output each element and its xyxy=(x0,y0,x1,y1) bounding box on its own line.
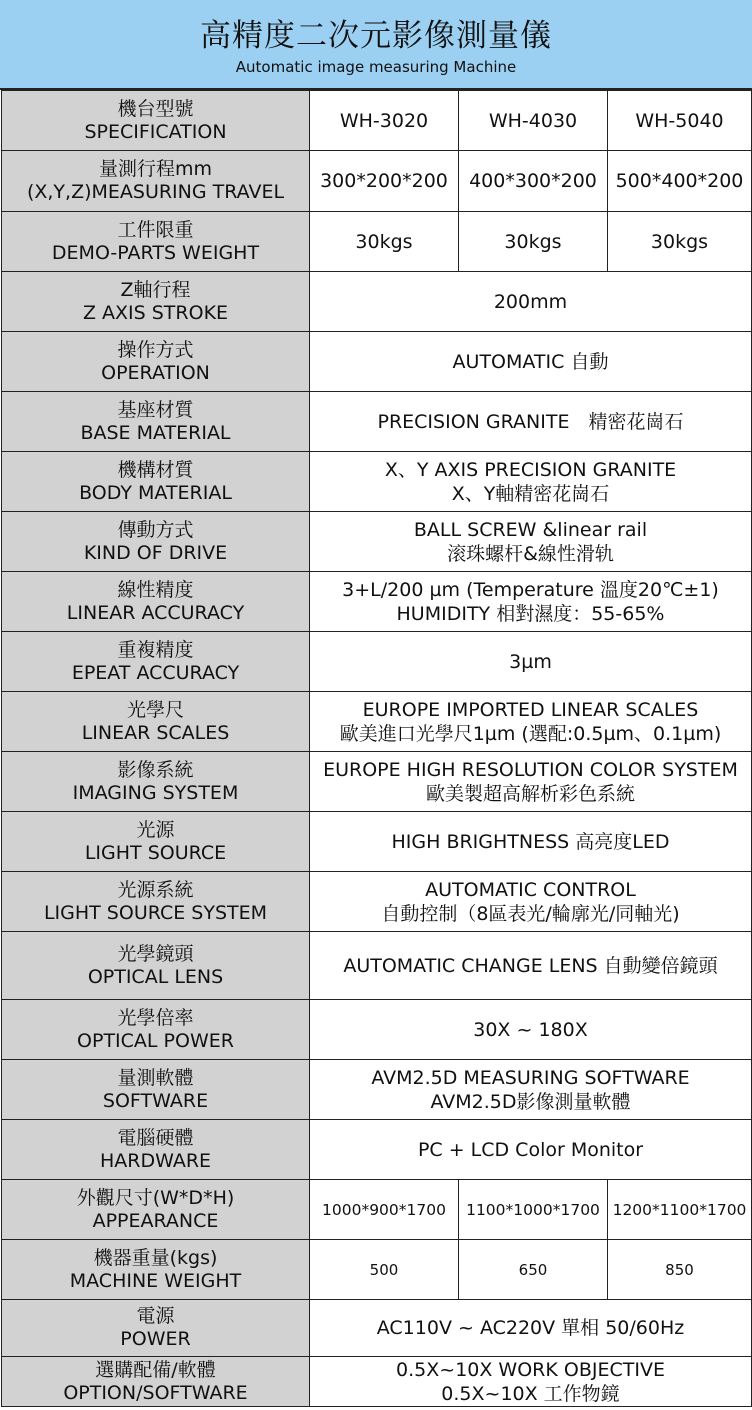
spec-label-chinese: 線性精度 xyxy=(117,578,194,601)
spec-label-chinese: 機台型號 xyxy=(117,97,194,120)
spec-value-text: AUTOMATIC 自動 xyxy=(452,350,609,373)
spec-value-text: 3+L/200 µm (Temperature 溫度20℃±1) xyxy=(342,578,719,601)
spec-label-cell xyxy=(2,1060,310,1120)
spec-row xyxy=(2,692,752,752)
spec-row xyxy=(2,572,752,632)
spec-value-text: PC + LCD Color Monitor xyxy=(417,1138,644,1161)
spec-label-cell xyxy=(2,1120,310,1180)
spec-value-cell xyxy=(310,452,752,512)
spec-label-chinese: Z軸行程 xyxy=(120,278,191,301)
spec-label-cell xyxy=(2,512,310,572)
spec-table-body xyxy=(2,91,752,1407)
spec-value-text: 0.5X~10X 工作物鏡 xyxy=(441,1382,620,1405)
spec-label-cell xyxy=(2,272,310,332)
spec-row xyxy=(2,452,752,512)
spec-value-cell-model-3 xyxy=(608,212,752,272)
spec-label-cell xyxy=(2,572,310,632)
spec-label-cell xyxy=(2,692,310,752)
spec-value-cell xyxy=(310,572,752,632)
spec-value-cell-model-2 xyxy=(459,1180,608,1240)
spec-row xyxy=(2,392,752,452)
spec-label-english: LIGHT SOURCE xyxy=(84,841,227,864)
spec-label-cell xyxy=(2,1357,310,1407)
spec-label-english: SPECIFICATION xyxy=(84,120,227,143)
spec-value-text: EUROPE IMPORTED LINEAR SCALES xyxy=(362,698,699,721)
spec-label-cell xyxy=(2,332,310,392)
spec-value-cell-model-2 xyxy=(459,1240,608,1300)
spec-label-chinese: 機構材質 xyxy=(117,458,194,481)
spec-label-english: LIGHT SOURCE SYSTEM xyxy=(43,901,268,924)
spec-value-cell xyxy=(310,1357,752,1407)
spec-value-cell-model-2 xyxy=(459,151,608,212)
spec-value-cell xyxy=(310,512,752,572)
spec-value-text: 1000*900*1700 xyxy=(322,1200,446,1219)
spec-value-cell-model-3 xyxy=(608,1180,752,1240)
spec-header xyxy=(0,0,752,90)
spec-label-chinese: 光學鏡頭 xyxy=(117,942,194,965)
spec-value-text: WH-3020 xyxy=(339,109,429,132)
spec-row xyxy=(2,1180,752,1240)
spec-label-english: IMAGING SYSTEM xyxy=(72,781,239,804)
spec-row xyxy=(2,91,752,151)
spec-table xyxy=(1,90,752,1407)
spec-value-cell-model-2 xyxy=(459,91,608,151)
spec-label-english: Z AXIS STROKE xyxy=(82,301,229,324)
spec-label-english: LINEAR ACCURACY xyxy=(66,601,245,624)
spec-label-chinese: 工件限重 xyxy=(117,218,194,241)
spec-label-english: (X,Y,Z)MEASURING TRAVEL xyxy=(26,181,285,203)
spec-value-text: 歐美進口光學尺1µm (選配:0.5µm、0.1µm) xyxy=(339,722,722,745)
spec-value-text: 1100*1000*1700 xyxy=(466,1200,600,1219)
spec-label-chinese: 光學倍率 xyxy=(117,1006,194,1029)
spec-label-cell xyxy=(2,932,310,1000)
spec-row xyxy=(2,812,752,872)
spec-value-cell-model-1 xyxy=(310,1180,459,1240)
spec-value-text: 自動控制（8區表光/輪廓光/同軸光) xyxy=(381,902,680,925)
spec-value-text: 650 xyxy=(518,1260,548,1279)
spec-value-text: 30kgs xyxy=(355,230,413,253)
spec-label-english: OPTICAL LENS xyxy=(87,965,224,988)
spec-value-text: 300*200*200 xyxy=(320,170,448,192)
spec-value-cell xyxy=(310,1060,752,1120)
spec-value-text: AVM2.5D影像測量軟體 xyxy=(430,1090,631,1113)
spec-label-cell xyxy=(2,632,310,692)
spec-label-english: BASE MATERIAL xyxy=(80,421,231,444)
spec-row xyxy=(2,1120,752,1180)
spec-label-chinese: 外觀尺寸(W*D*H) xyxy=(76,1186,235,1209)
spec-value-cell xyxy=(310,272,752,332)
spec-value-text: EUROPE HIGH RESOLUTION COLOR SYSTEM xyxy=(323,758,738,781)
spec-label-english: MACHINE WEIGHT xyxy=(69,1269,242,1292)
spec-row xyxy=(2,212,752,272)
spec-label-english: SOFTWARE xyxy=(102,1089,209,1112)
spec-value-text: WH-4030 xyxy=(488,109,578,132)
spec-value-cell-model-2 xyxy=(459,212,608,272)
spec-row xyxy=(2,872,752,932)
spec-label-chinese: 選購配備/軟體 xyxy=(95,1358,216,1381)
spec-value-cell xyxy=(310,692,752,752)
spec-row xyxy=(2,1357,752,1407)
spec-value-text: 30kgs xyxy=(504,230,562,253)
spec-value-text: AVM2.5D MEASURING SOFTWARE xyxy=(371,1066,690,1089)
spec-label-chinese: 傳動方式 xyxy=(117,518,194,541)
page-title: 高精度二次元影像測量儀 xyxy=(200,18,552,54)
spec-label-english: HARDWARE xyxy=(99,1149,212,1172)
spec-value-cell xyxy=(310,392,752,452)
spec-value-text: 歐美製超高解析彩色系統 xyxy=(425,782,635,805)
spec-value-cell-model-1 xyxy=(310,212,459,272)
spec-label-english: OPERATION xyxy=(101,361,210,384)
spec-label-chinese: 量測軟體 xyxy=(117,1066,194,1089)
spec-value-text: AUTOMATIC CONTROL xyxy=(425,878,636,901)
spec-value-text: 500*400*200 xyxy=(615,170,744,192)
spec-value-text: 0.5X~10X WORK OBJECTIVE xyxy=(396,1358,665,1381)
spec-value-text: 850 xyxy=(665,1260,694,1279)
spec-label-cell xyxy=(2,452,310,512)
spec-value-text: X、Y AXIS PRECISION GRANITE xyxy=(384,458,677,481)
spec-label-chinese: 電腦硬體 xyxy=(117,1126,194,1149)
spec-value-text: PRECISION GRANITE 精密花崗石 xyxy=(377,410,684,433)
spec-label-chinese: 操作方式 xyxy=(117,338,194,361)
spec-value-cell-model-1 xyxy=(310,91,459,151)
spec-label-chinese: 基座材質 xyxy=(117,398,194,421)
spec-row xyxy=(2,1240,752,1300)
spec-label-cell xyxy=(2,151,310,212)
spec-label-cell xyxy=(2,91,310,151)
spec-value-text: AUTOMATIC CHANGE LENS 自動變倍鏡頭 xyxy=(343,954,718,977)
spec-label-cell xyxy=(2,392,310,452)
spec-label-chinese: 光源 xyxy=(136,818,175,841)
spec-label-english: APPEARANCE xyxy=(92,1209,219,1232)
spec-label-cell xyxy=(2,812,310,872)
spec-value-text: 3µm xyxy=(509,650,552,673)
spec-value-cell xyxy=(310,1120,752,1180)
spec-value-text: AC110V ~ AC220V 單相 50/60Hz xyxy=(376,1317,685,1339)
spec-value-cell-model-3 xyxy=(608,91,752,151)
spec-label-cell xyxy=(2,872,310,932)
spec-value-cell-model-3 xyxy=(608,1240,752,1300)
spec-value-text: 1200*1100*1700 xyxy=(612,1200,747,1219)
spec-label-cell xyxy=(2,752,310,812)
spec-label-chinese: 量測行程mm xyxy=(98,158,213,180)
spec-value-text: 200mm xyxy=(493,290,568,313)
spec-value-cell xyxy=(310,332,752,392)
spec-value-text: HIGH BRIGHTNESS 高亮度LED xyxy=(391,830,670,853)
spec-value-cell xyxy=(310,752,752,812)
spec-label-english: EPEAT ACCURACY xyxy=(71,661,240,684)
spec-label-english: KIND OF DRIVE xyxy=(83,541,228,564)
spec-label-english: LINEAR SCALES xyxy=(81,721,230,744)
spec-value-text: 滚珠螺杆&線性滑轨 xyxy=(447,542,614,565)
spec-row xyxy=(2,272,752,332)
spec-value-text: X、Y軸精密花崗石 xyxy=(451,482,610,505)
page-subtitle: Automatic image measuring Machine xyxy=(235,58,517,76)
spec-label-cell xyxy=(2,1300,310,1357)
spec-value-cell-model-1 xyxy=(310,151,459,212)
spec-row xyxy=(2,1300,752,1357)
spec-label-chinese: 光學尺 xyxy=(126,698,184,721)
spec-value-text: HUMIDITY 相對濕度：55-65% xyxy=(396,602,665,625)
spec-value-cell xyxy=(310,812,752,872)
spec-row xyxy=(2,332,752,392)
spec-value-cell-model-1 xyxy=(310,1240,459,1300)
spec-value-cell xyxy=(310,1000,752,1060)
spec-label-chinese: 機器重量(kgs) xyxy=(93,1246,218,1269)
spec-label-chinese: 電源 xyxy=(136,1305,175,1327)
spec-label-english: BODY MATERIAL xyxy=(79,481,232,504)
spec-row xyxy=(2,512,752,572)
spec-value-text: 30kgs xyxy=(650,230,709,253)
spec-label-cell xyxy=(2,1180,310,1240)
spec-label-english: OPTION/SOFTWARE xyxy=(63,1381,248,1404)
spec-label-cell xyxy=(2,1000,310,1060)
spec-value-cell xyxy=(310,872,752,932)
spec-label-english: POWER xyxy=(120,1328,191,1350)
spec-value-cell xyxy=(310,632,752,692)
spec-value-text: 500 xyxy=(369,1260,399,1279)
spec-label-english: OPTICAL POWER xyxy=(77,1029,234,1052)
spec-row xyxy=(2,1000,752,1060)
spec-value-cell xyxy=(310,1300,752,1357)
spec-value-cell xyxy=(310,932,752,1000)
spec-row xyxy=(2,632,752,692)
spec-value-text: WH-5040 xyxy=(635,109,724,132)
spec-row xyxy=(2,151,752,212)
spec-value-text: 400*300*200 xyxy=(469,170,597,192)
spec-label-chinese: 光源系統 xyxy=(117,878,194,901)
spec-value-cell-model-3 xyxy=(608,151,752,212)
spec-label-cell xyxy=(2,212,310,272)
spec-label-chinese: 影像系統 xyxy=(117,758,194,781)
spec-label-english: DEMO-PARTS WEIGHT xyxy=(51,241,260,264)
spec-row xyxy=(2,752,752,812)
spec-value-text: BALL SCREW &linear rail xyxy=(413,518,648,541)
spec-row xyxy=(2,1060,752,1120)
spec-value-text: 30X ~ 180X xyxy=(473,1018,588,1041)
spec-label-cell xyxy=(2,1240,310,1300)
spec-row xyxy=(2,932,752,1000)
spec-label-chinese: 重複精度 xyxy=(117,638,194,661)
